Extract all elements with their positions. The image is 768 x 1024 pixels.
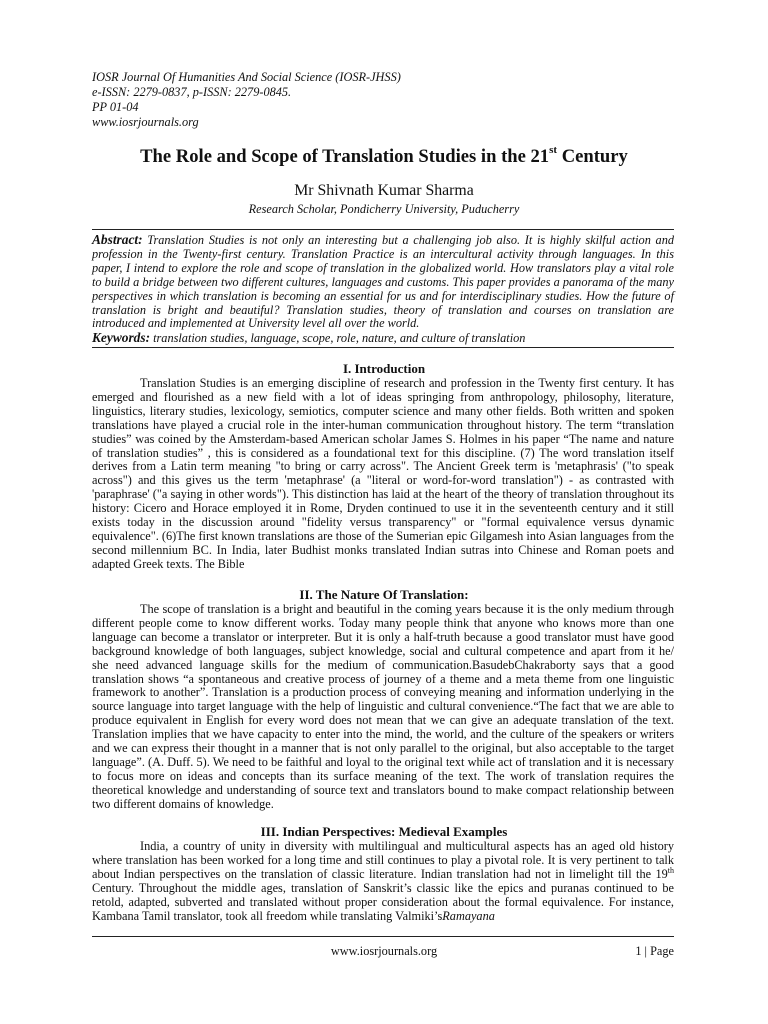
keywords-text: translation studies, language, scope, role, nature, and culture of translation bbox=[150, 331, 526, 345]
journal-header bbox=[92, 70, 401, 130]
paper-title bbox=[0, 143, 768, 168]
section-heading-introduction: I. Introduction bbox=[342, 361, 426, 376]
journal-url[interactable]: www.iosrjournals.org bbox=[92, 115, 199, 129]
journal-name: IOSR Journal Of Humanities And Social Science (IOSR-JHSS) bbox=[92, 70, 401, 84]
abstract-label: Abstract: bbox=[92, 232, 143, 247]
footer-url[interactable]: www.iosrjournals.org bbox=[330, 944, 438, 958]
nature-text: The scope of translation is a bright and beautiful in the coming years because it is the only medium through different people come to know different works. Today many people think that anyone who knows more than one language can become a translator or interpreter. But it is only a half-truth because a good translator must have good background knowledge of both languages, subject knowledge, social and cultural competence and apart from it he/ she need advanced language skills for the medium of communication.BasudebChakraborty says that a good translation shows “a spontaneous and creative process of journey of a theme and a meta theme from one linguistic framework to another”. Translation is a production process of conveying meaning and information underlying in the source language into target language with the help of linguistic and cultural convenience.“The fact that we are able to produce equivalent in English for every word does not mean that we can give an adequate translation of the text. Translation implies that we have capacity to enter into the mind, the world, and the culture of the speakers or writers and we can express their thought in a manner that is not only parallel to the original, but also acceptable to the target language”. (A. Duff. 5). We need to be faithful and loyal to the original text while act of translation and it is necessary to focus more on ideas and concepts than its surface meaning of the text. The work of translation requires the theoretical knowledge and understanding of source text and translators bound to make compact relationship between two different domains of knowledge. bbox=[92, 602, 674, 811]
century-superscript: th bbox=[667, 865, 674, 875]
journal-pages: PP 01-04 bbox=[92, 100, 139, 114]
introduction-text: Translation Studies is an emerging discipline of research and profession in the Twenty first century. It has emerged and flourished as a new field with a lot of ideas springing from anthropology, philosophy, literature, linguistics, literary studies, lexicology, semiotics, computer science and many other fields. Both written and spoken translations have played a crucial role in the inter-human communication throughout history. The term “translation studies” was coined by the Amsterdam-based American scholar James S. Holmes in his paper “The name and nature of translation studies” , this is considered as a foundational text for this discipline. (7) The word translation itself derives from a Latin term meaning "to bring or carry across". The Ancient Greek term is 'metaphrasis' ("to speak across") and this gives us the term 'metaphrase' (a "literal or word-for-word translation") - as contrasted with 'paraphrase' ("a saying in other words"). This distinction has laid at the heart of the theory of translation throughout its history: Cicero and Horace employed it in Rome, Dryden continued to use it in the seventeenth century and it still exists today in the discussion around "fidelity versus transparency" or "formal equivalence versus dynamic equivalence". (6)The first known translations are those of the Sumerian epic Gilgamesh into Asian languages from the second millennium BC. In India, later Budhist monks translated Indian sutras into Chinese and Roman poets and adapted Greek texts. The Bible bbox=[92, 376, 674, 571]
author-affiliation: Research Scholar, Pondicherry University, Puducherry bbox=[248, 202, 520, 216]
footer-rule bbox=[92, 936, 674, 937]
author-name: Mr Shivnath Kumar Sharma bbox=[294, 182, 474, 199]
section-heading-indian-perspectives: III. Indian Perspectives: Medieval Examples bbox=[260, 824, 508, 839]
title-superscript: st bbox=[549, 143, 558, 156]
page-number: 1 | Page bbox=[635, 944, 674, 958]
abstract bbox=[92, 233, 674, 331]
abstract-top-rule bbox=[92, 229, 674, 230]
indian-text-b: Century. Throughout the middle ages, translation of Sanskrit’s classic like the epics and puranas continued to be retold, adapted, subverted and translated without proper consideration about the formal equivalence. For instance, Kambana Tamil translator, took all freedom while translating Valmiki’s bbox=[92, 880, 674, 923]
indian-perspectives-text bbox=[92, 840, 674, 923]
keywords-label: Keywords: bbox=[92, 330, 151, 345]
title-tail: Century bbox=[557, 146, 628, 167]
indian-text-a: India, a country of unity in diversity with multilingual and multicultural aspects has an aged old history where translation has been worked for a long time and still continues to play a pivotal role. It is very pertinent to talk about Indian perspectives on the translation of classic literature. Indian translation had not in limelight till the 19 bbox=[92, 839, 674, 881]
section-heading-nature: II. The Nature Of Translation: bbox=[299, 587, 469, 602]
keywords bbox=[92, 330, 692, 346]
indian-perspectives-paragraph bbox=[92, 840, 674, 923]
introduction-paragraph bbox=[92, 377, 674, 572]
journal-issn: e-ISSN: 2279-0837, p-ISSN: 2279-0845. bbox=[92, 85, 292, 99]
ramayana-italic: Ramayana bbox=[442, 908, 495, 923]
title-main: The Role and Scope of Translation Studies in the 21 bbox=[140, 146, 550, 167]
nature-paragraph bbox=[92, 603, 674, 812]
abstract-bottom-rule bbox=[92, 347, 674, 348]
abstract-text: Translation Studies is not only an interesting but a challenging job also. It is highly skilful action and profession in the Twenty-first century. Translation Practice is an intercultural activity through languages. In this paper, I intend to explore the role and scope of translation in the globalized world. How translators play a vital role to build a bridge between two different cultures, languages and customs. This paper provides a panorama of the many perspectives in which translation is becoming an essential for us and for interdisciplinary studies. How the future of translation is bright and beautiful? Translation studies, theory of translation and courses on translation are introduced and implemented at University level all over the world. bbox=[92, 233, 674, 331]
